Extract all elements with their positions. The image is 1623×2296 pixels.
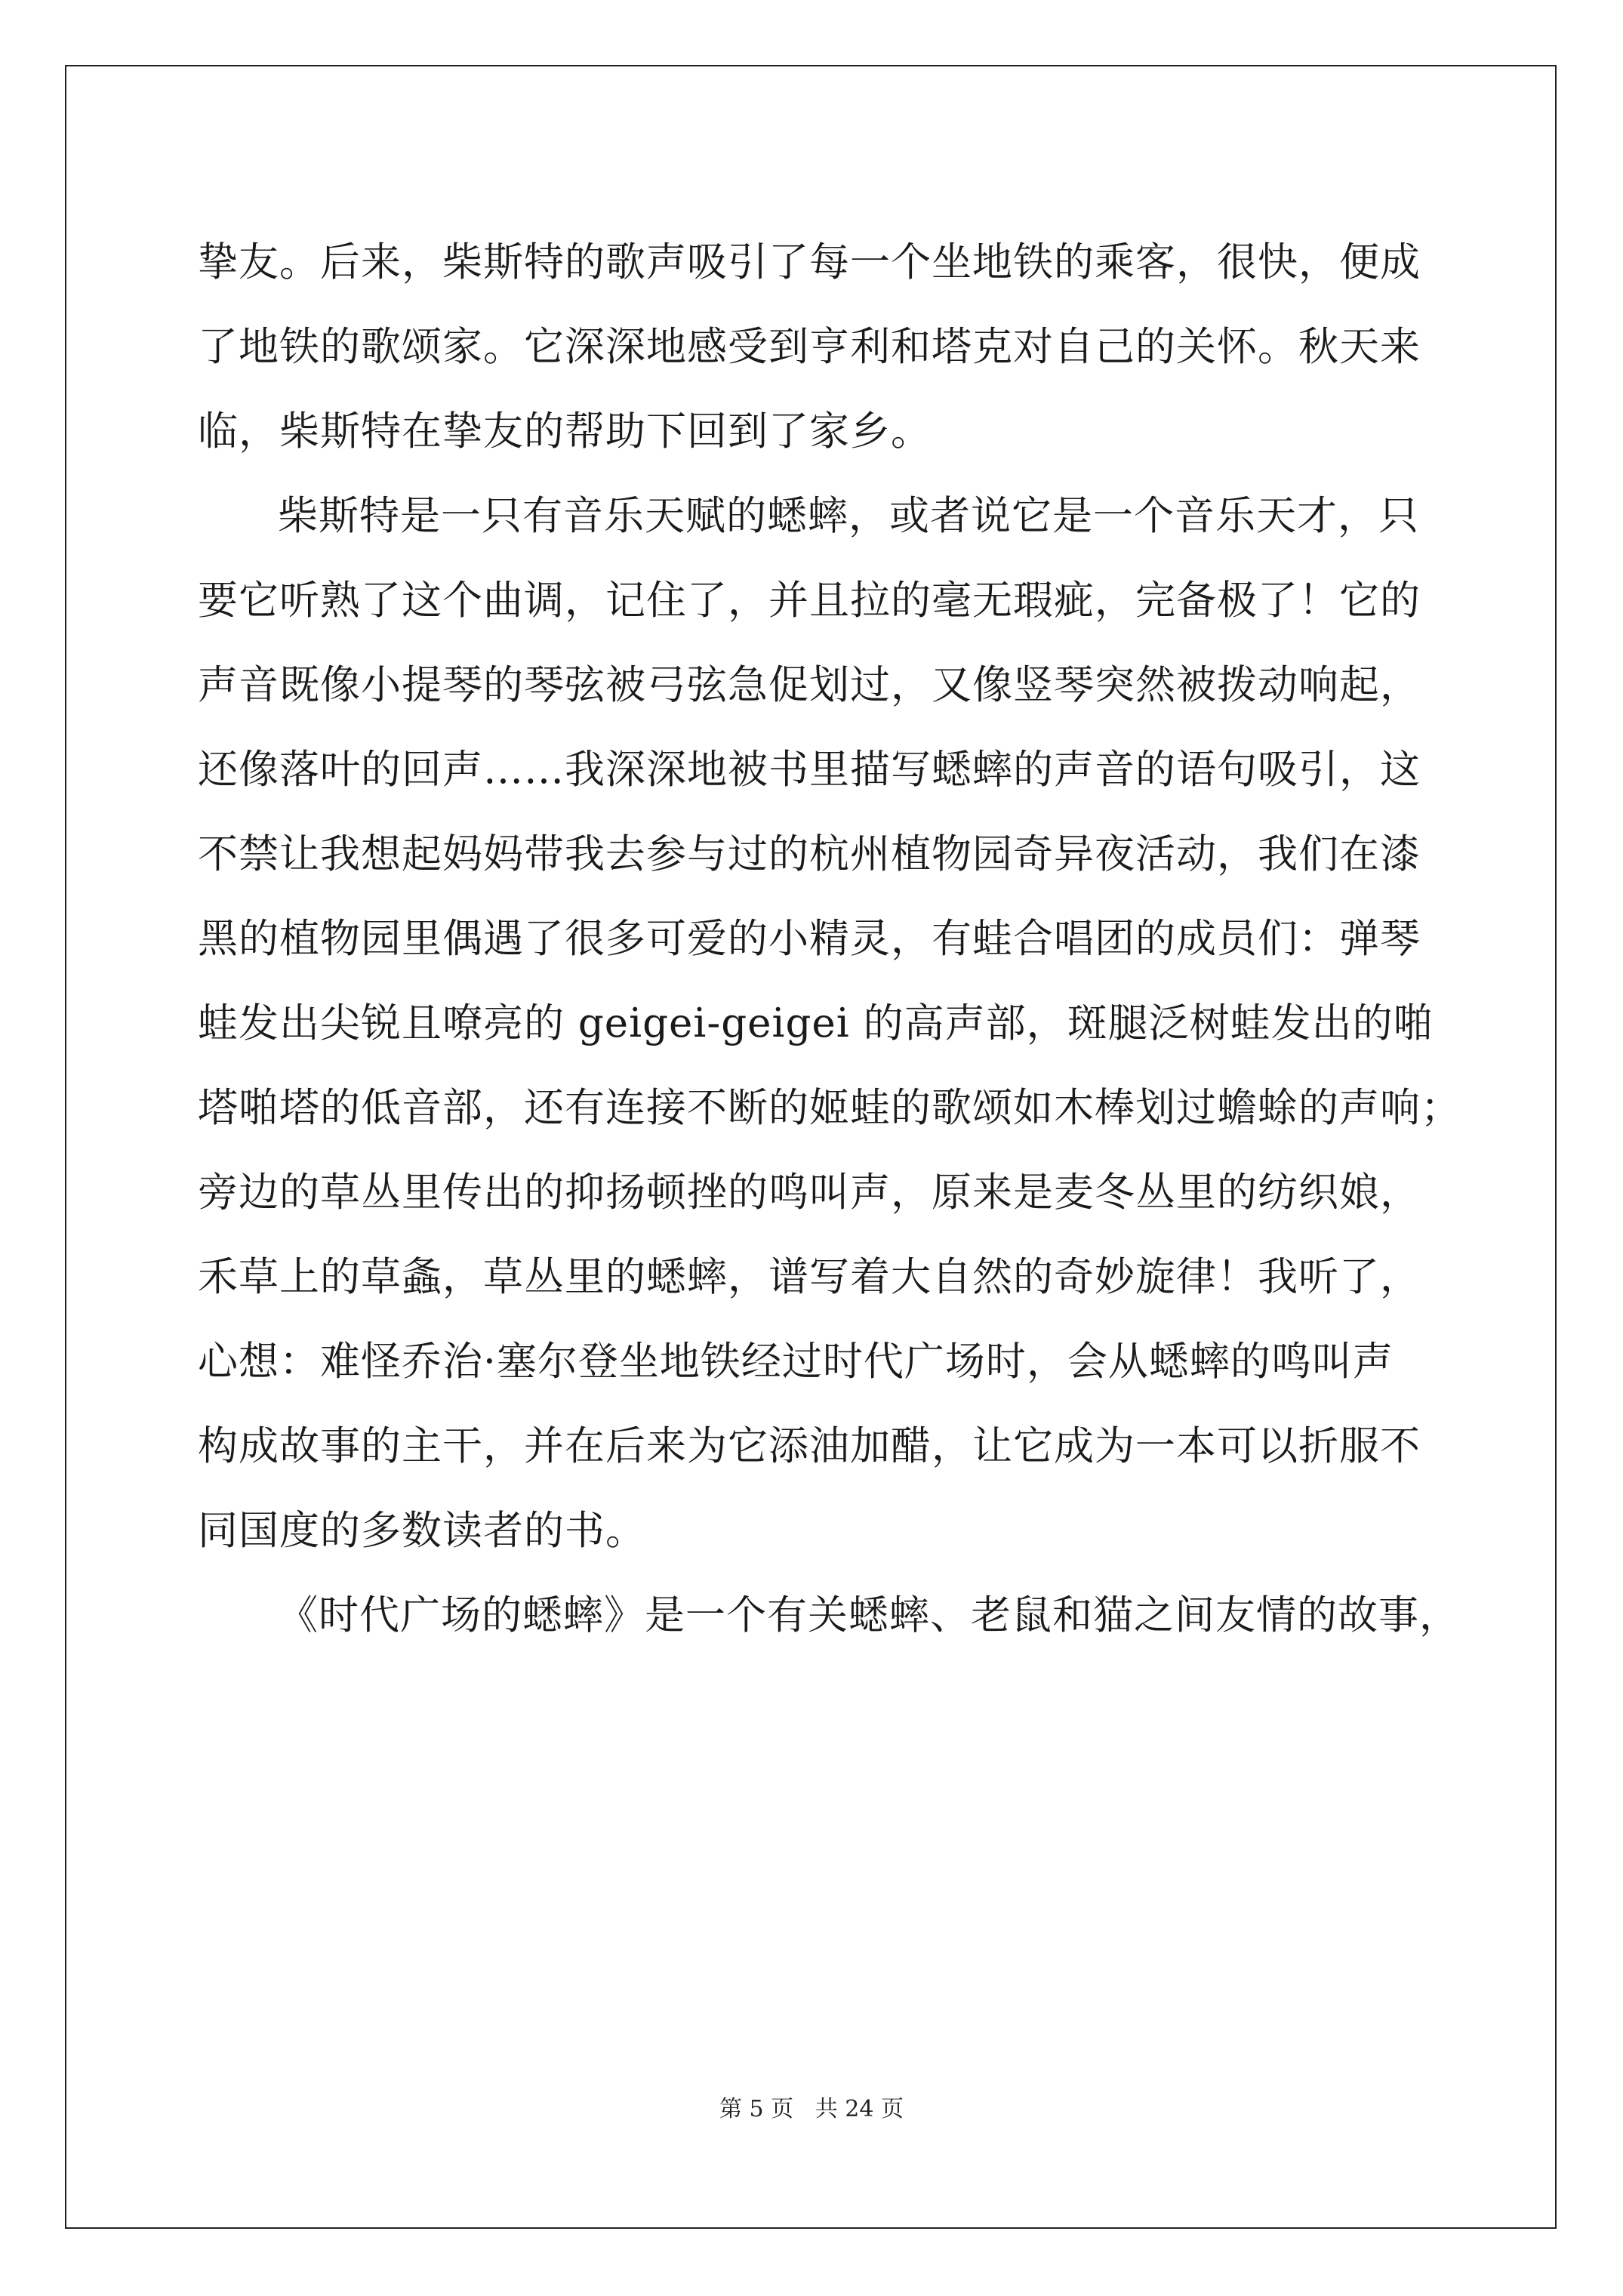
text-line: 了地铁的歌颂家。它深深地感受到亨利和塔克对自己的关怀。秋天来 bbox=[198, 324, 1421, 370]
paragraph-start-line: 《时代广场的蟋蟀》是一个有关蟋蟀、老鼠和猫之间友情的故事， bbox=[278, 1592, 1460, 1638]
text-line: 同国度的多数读者的书。 bbox=[198, 1508, 646, 1554]
text-line: 挚友。后来，柴斯特的歌声吸引了每一个坐地铁的乘客，很快，便成 bbox=[198, 239, 1421, 285]
text-line: 不禁让我想起妈妈带我去参与过的杭州植物园奇异夜活动，我们在漆 bbox=[198, 831, 1421, 877]
page-number-footer: 第 5 页 共 24 页 bbox=[719, 2096, 904, 2122]
text-line: 构成故事的主干，并在后来为它添油加醋，让它成为一本可以折服不 bbox=[198, 1423, 1421, 1469]
text-line: 禾草上的草螽，草丛里的蟋蟀，谱写着大自然的奇妙旋律！我听了， bbox=[198, 1254, 1421, 1300]
text-line: 心想：难怪乔治·塞尔登坐地铁经过时代广场时，会从蟋蟀的鸣叫声 bbox=[198, 1339, 1394, 1385]
text-line: 还像落叶的回声……我深深地被书里描写蟋蟀的声音的语句吸引，这 bbox=[198, 747, 1421, 793]
text-line: 塔啪塔的低音部，还有连接不断的姬蛙的歌颂如木棒划过蟾蜍的声响； bbox=[198, 1085, 1461, 1131]
text-line: 黑的植物园里偶遇了很多可爱的小精灵，有蛙合唱团的成员们：弹琴 bbox=[198, 916, 1421, 962]
text-line: 要它听熟了这个曲调，记住了，并且拉的毫无瑕疵，完备极了！它的 bbox=[198, 578, 1421, 624]
text-line: 临，柴斯特在挚友的帮助下回到了家乡。 bbox=[198, 408, 932, 455]
text-line: 声音既像小提琴的琴弦被弓弦急促划过，又像竖琴突然被拨动响起， bbox=[198, 662, 1421, 708]
text-line: 旁边的草丛里传出的抑扬顿挫的鸣叫声，原来是麦冬丛里的纺织娘， bbox=[198, 1170, 1421, 1216]
document-body bbox=[198, 220, 1461, 1658]
text-line: 蛙发出尖锐且嘹亮的 geigei-geigei 的高声部，斑腿泛树蛙发出的啪 bbox=[198, 1000, 1434, 1046]
paragraph-start-line: 柴斯特是一只有音乐天赋的蟋蟀，或者说它是一个音乐天才，只 bbox=[278, 493, 1419, 539]
